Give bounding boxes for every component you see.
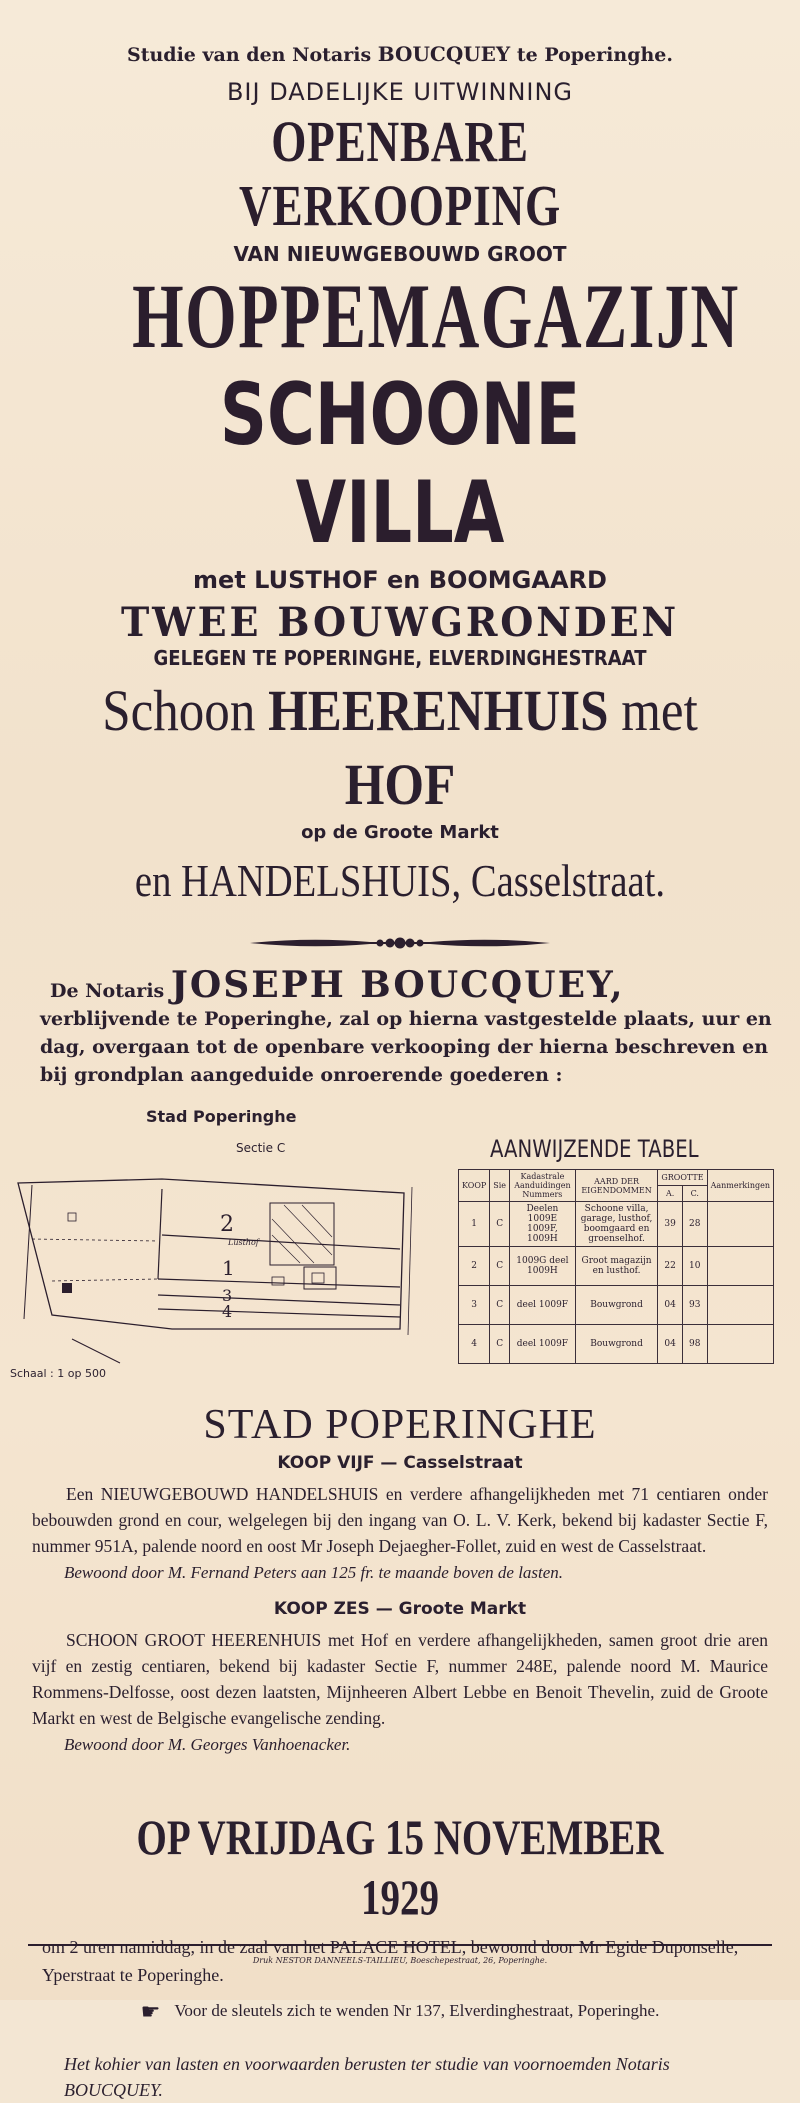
cell-aard: Bouwgrond <box>575 1325 658 1364</box>
cell-c: 93 <box>682 1286 707 1325</box>
notary-statement <box>28 964 772 1089</box>
auction-reason: BIJ DADELIJKE UITWINNING <box>226 78 574 106</box>
table-header-grootte: GROOTTE <box>658 1170 707 1186</box>
table-header-a: A. <box>658 1186 683 1202</box>
table-title: AANWIJZENDE TABEL <box>490 1135 699 1163</box>
heerenhuis-word-2: HEERENHUIS <box>268 678 609 743</box>
cell-a: 04 <box>658 1325 683 1364</box>
map-scale: Schaal : 1 op 500 <box>10 1367 106 1380</box>
cell-sie: C <box>490 1325 510 1364</box>
map-city-label: Stad Poperinghe <box>146 1107 297 1126</box>
stad-title: STAD POPERINGHE <box>203 1402 597 1448</box>
cell-aard: Schoone villa, garage, lusthof, boomgaard en groenselhof. <box>575 1202 658 1247</box>
cell-aard: Bouwgrond <box>575 1286 658 1325</box>
headline-bouwgronden: TWEE BOUWGRONDEN <box>121 599 679 646</box>
headline-villa: SCHOONE VILLA <box>219 365 581 563</box>
cell-sie: C <box>490 1202 510 1247</box>
koop6-occupant: Bewoond door M. Georges Vanhoenacker. <box>64 1735 351 1754</box>
koop5-description: Een NIEUWGEBOUWD HANDELSHUIS en verdere afhangelijkheden met 71 centiaren onder bebouwden grond en cour, welgelegen bij den ingang van O. L. V. Kerk, bekend bij kadaster Sectie F, nummer 951A, palende noord en oost Mr Joseph Dejaegher-Follet, zuid en west de Casselstraat. <box>32 1484 768 1556</box>
notary-name: JOSEPH BOUCQUEY, <box>170 964 625 1006</box>
study-suffix: te Poperinghe. <box>516 44 673 66</box>
cell-koop: 3 <box>459 1286 490 1325</box>
keys-text: Voor de sleutels zich te wenden Nr 137, Elverdinghestraat, Poperinghe. <box>174 2000 660 2020</box>
study-name: BOUCQUEY <box>377 42 511 66</box>
heerenhuis-word-4: HOF <box>344 752 456 817</box>
kohier-note: Het kohier van lasten en voorwaarden berusten ter studie van voornoemden Notaris BOUCQUEY. <box>64 2054 670 2100</box>
heerenhuis-word-1: Schoon <box>102 678 256 743</box>
table-row <box>459 1202 774 1247</box>
lot-1-label: 1 <box>222 1256 235 1280</box>
study-prefix: Studie van den Notaris <box>126 44 372 66</box>
keys-note <box>28 1999 772 2025</box>
cell-c: 98 <box>682 1325 707 1364</box>
location-line: GELEGEN TE POPERINGHE, ELVERDINGHESTRAAT <box>153 646 647 670</box>
headline-heerenhuis <box>73 674 728 822</box>
sale-heading: OPENBARE VERKOOPING <box>239 109 561 238</box>
table-header-aard: AARD DER EIGENDOMMEN <box>575 1170 658 1202</box>
cell-aanmerkingen <box>707 1247 773 1286</box>
cell-koop: 2 <box>459 1247 490 1286</box>
cell-sie: C <box>490 1247 510 1286</box>
table-header-nummers: Kadastrale Aanduidingen Nummers <box>510 1170 576 1202</box>
table-row <box>459 1247 774 1286</box>
cell-aanmerkingen <box>707 1286 773 1325</box>
pointing-hand-icon: ☛ <box>140 1999 161 2024</box>
table-row <box>459 1325 774 1364</box>
lots-table <box>458 1169 774 1364</box>
heerenhuis-word-3: met <box>621 678 698 743</box>
map-section-label: Sectie C <box>236 1141 286 1155</box>
cell-koop: 1 <box>459 1202 490 1247</box>
heerenhuis-location: op de Groote Markt <box>301 822 499 843</box>
koop6-title: KOOP ZES — Groote Markt <box>273 1599 527 1619</box>
study-header <box>28 0 772 66</box>
cell-nummers: deel 1009F <box>510 1286 576 1325</box>
ground-plan-map <box>12 1159 432 1369</box>
villa-subtitle: met LUSTHOF en BOOMGAARD <box>193 566 607 594</box>
map-section <box>10 1099 772 1380</box>
cell-aanmerkingen <box>707 1325 773 1364</box>
cell-a: 39 <box>658 1202 683 1247</box>
cell-nummers: 1009G deel 1009H <box>510 1247 576 1286</box>
table-header-koop: KOOP <box>459 1170 490 1202</box>
subtitle-new-built: VAN NIEUWGEBOUWD GROOT <box>233 242 567 266</box>
table-header-c: C. <box>682 1186 707 1202</box>
headline-hoppemagazijn: HOPPEMAGAZIJN <box>132 265 740 367</box>
notary-text: verblijvende te Poperinghe, zal op hierna vastgestelde plaats, uur en dag, overgaan tot de openbare verkooping der hierna beschreven en bij grondplan aangeduide onroerende goederen : <box>40 1008 772 1086</box>
lot-2-note: Lusthof <box>228 1238 259 1247</box>
cell-a: 04 <box>658 1286 683 1325</box>
cell-a: 22 <box>658 1247 683 1286</box>
table-header-aanmerkingen: Aanmerkingen <box>707 1170 773 1202</box>
cell-aard: Groot magazijn en lusthof. <box>575 1247 658 1286</box>
notary-prefix: De Notaris <box>50 980 165 1002</box>
ornament-divider <box>250 933 550 953</box>
cell-nummers: Deelen 1009E 1009F, 1009H <box>510 1202 576 1247</box>
lot-4-label: 4 <box>222 1302 233 1321</box>
printer-imprint: Druk NESTOR DANNEELS-TAILLIEU, Boeschepestraat, 26, Poperinghe. <box>28 1944 772 1965</box>
koop5-title: KOOP VIJF — Casselstraat <box>277 1453 523 1473</box>
sale-details: om 2 uren namiddag, in de zaal van het PALACE HOTEL, bewoond door Mr Egide Duponselle, Yperstraat te Poperinghe. <box>42 1937 739 1985</box>
koop6-description: SCHOON GROOT HEERENHUIS met Hof en verdere afhangelijkheden, samen groot drie aren vijf en zestig centiaren, bekend bij kadaster Sectie F, nummer 248E, palende noord M. Maurice Rommens-Delfosse, oost dezen laatsten, Mijnheeren Albert Lebbe en Benoit Thevelin, zuid de Groote Markt en west de Belgische evangelische zending. <box>32 1630 768 1728</box>
cell-nummers: deel 1009F <box>510 1325 576 1364</box>
lot-2-label: 2 <box>220 1212 234 1237</box>
table-header-sie: Sie <box>490 1170 510 1202</box>
headline-handelshuis: en HANDELSHUIS, Casselstraat. <box>134 855 666 906</box>
cell-aanmerkingen <box>707 1202 773 1247</box>
cell-koop: 4 <box>459 1325 490 1364</box>
cell-c: 28 <box>682 1202 707 1247</box>
table-row <box>459 1286 774 1325</box>
sale-date: OP VRIJDAG 15 NOVEMBER 1929 <box>136 1809 664 1925</box>
cell-sie: C <box>490 1286 510 1325</box>
cell-c: 10 <box>682 1247 707 1286</box>
koop5-occupant: Bewoond door M. Fernand Peters aan 125 fr. te maande boven de lasten. <box>64 1563 564 1582</box>
lot-3-label: 3 <box>222 1286 233 1305</box>
